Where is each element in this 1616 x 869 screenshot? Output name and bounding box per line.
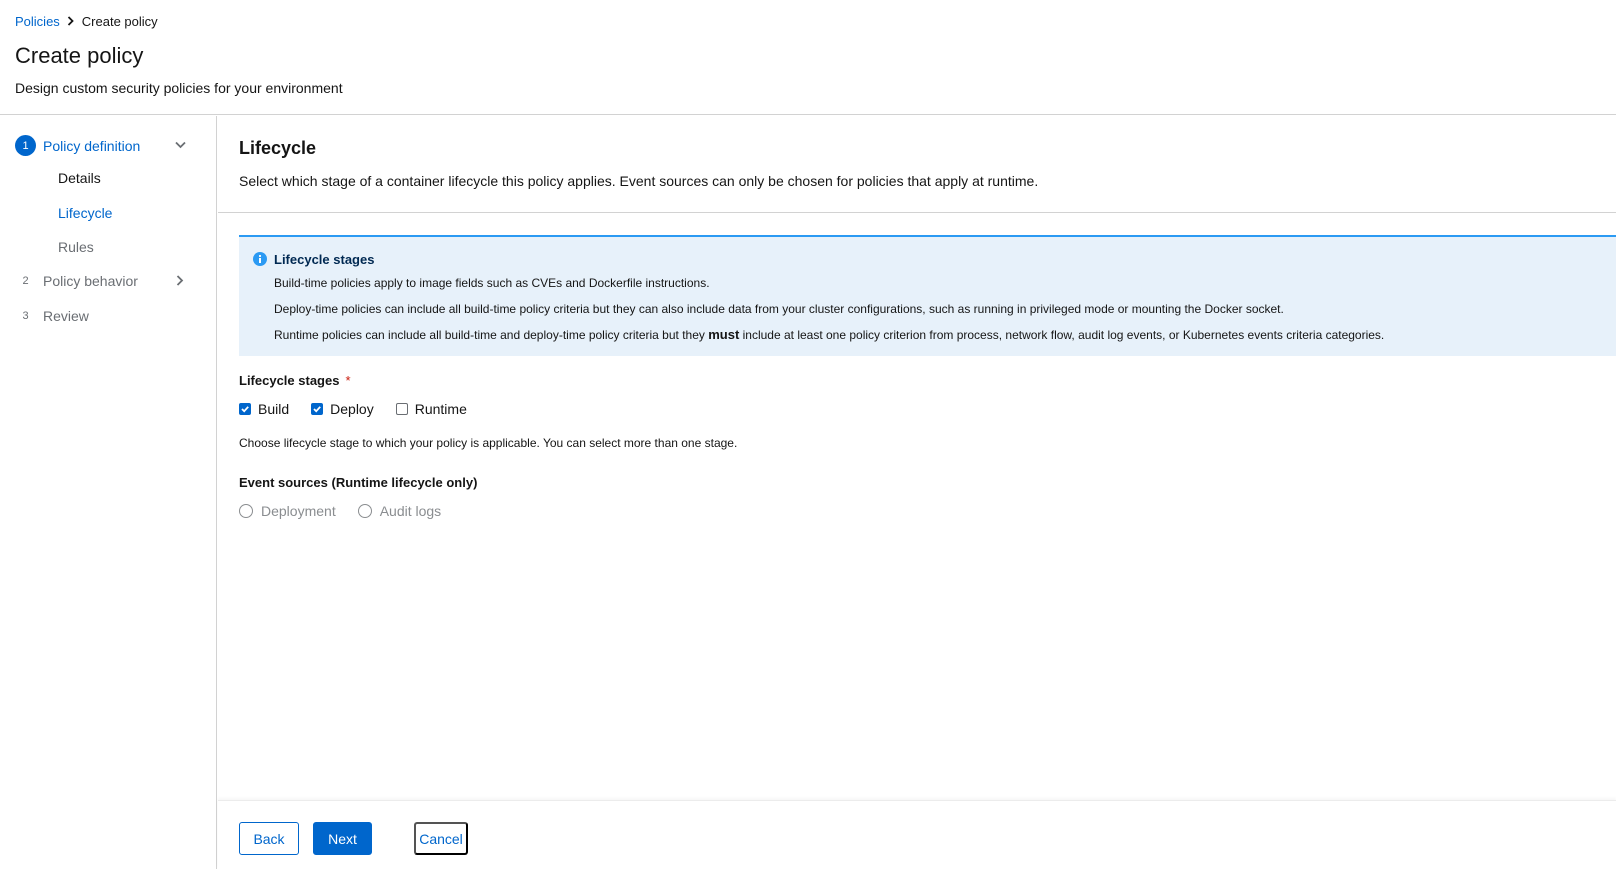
section-description: Select which stage of a container lifecycle this policy applies. Event sources can only be chosen for policies that apply at runtime. [239,173,1039,189]
page-title: Create policy [15,43,144,68]
wizard-substep-rules[interactable]: Rules [58,239,94,255]
alert-line-deploy: Deploy-time policies can include all build-time policy criteria but they can also include data from your cluster configurations, such as running in privileged mode or mounting the Docker socket. [274,302,1284,316]
radio-deployment[interactable] [239,503,336,519]
cancel-button[interactable]: Cancel [414,822,468,855]
checkbox-deploy[interactable] [311,401,374,417]
step-number: 3 [22,309,29,322]
alert-line-runtime-post: include at least one policy criterion from process, network flow, audit log events, or Kubernetes events criteria categories. [739,328,1385,342]
breadcrumb-current: Create policy [81,13,158,29]
event-sources-label: Event sources (Runtime lifecycle only) [239,475,478,490]
event-sources-group [239,503,463,519]
lifecycle-stages-label [239,373,351,388]
checkbox-checked-icon [311,403,323,415]
step-number: 2 [22,274,29,287]
info-icon [253,252,267,266]
divider [218,212,1616,213]
required-marker: * [345,373,351,388]
wizard-step-policy-definition[interactable] [15,135,140,156]
alert-title: Lifecycle stages [274,252,375,267]
checkbox-label: Deploy [330,401,374,417]
wizard-nav [0,116,217,869]
step-label: Policy behavior [43,272,138,289]
radio-label: Deployment [261,503,336,519]
section-title: Lifecycle [239,138,317,158]
wizard-step-review[interactable] [15,305,89,326]
next-button[interactable]: Next [313,822,372,855]
radio-audit-logs[interactable] [358,503,441,519]
page-description: Design custom security policies for your environment [15,80,343,96]
breadcrumb-link-policies[interactable]: Policies [15,13,60,29]
radio-circle-icon [358,504,372,518]
back-button[interactable]: Back [239,822,299,855]
wizard-substep-details[interactable]: Details [58,170,101,186]
step-label: Policy definition [43,137,141,154]
checkbox-label: Runtime [414,401,467,417]
alert-line-runtime [274,327,1384,342]
checkbox-runtime[interactable] [396,401,467,417]
wizard-footer [218,800,1616,869]
checkbox-checked-icon [239,403,251,415]
page-header [0,0,1616,115]
radio-label: Audit logs [379,503,442,519]
step-label: Review [43,307,89,324]
wizard-step-policy-behavior[interactable] [15,270,138,291]
alert-line-build: Build-time policies apply to image fields such as CVEs and Dockerfile instructions. [274,276,710,290]
wizard-substep-lifecycle[interactable]: Lifecycle [58,205,113,221]
chevron-down-icon[interactable] [170,135,190,155]
alert-line-runtime-emphasis: must [708,327,740,342]
checkbox-unchecked-icon [396,403,408,415]
lifecycle-stages-group [239,401,489,417]
chevron-right-icon[interactable] [170,270,190,290]
alert-line-runtime-pre: Runtime policies can include all build-time and deploy-time policy criteria but they [274,328,709,342]
step-number: 1 [15,135,36,156]
chevron-right-icon [60,16,82,26]
checkbox-build[interactable] [239,401,289,417]
checkbox-label: Build [258,401,290,417]
lifecycle-stages-label-text: Lifecycle stages [239,373,340,388]
info-alert [239,235,1616,356]
wizard-main [218,116,1616,869]
radio-circle-icon [239,504,253,518]
breadcrumb [15,12,158,30]
lifecycle-stages-helper: Choose lifecycle stage to which your policy is applicable. You can select more than one stage. [239,436,738,450]
